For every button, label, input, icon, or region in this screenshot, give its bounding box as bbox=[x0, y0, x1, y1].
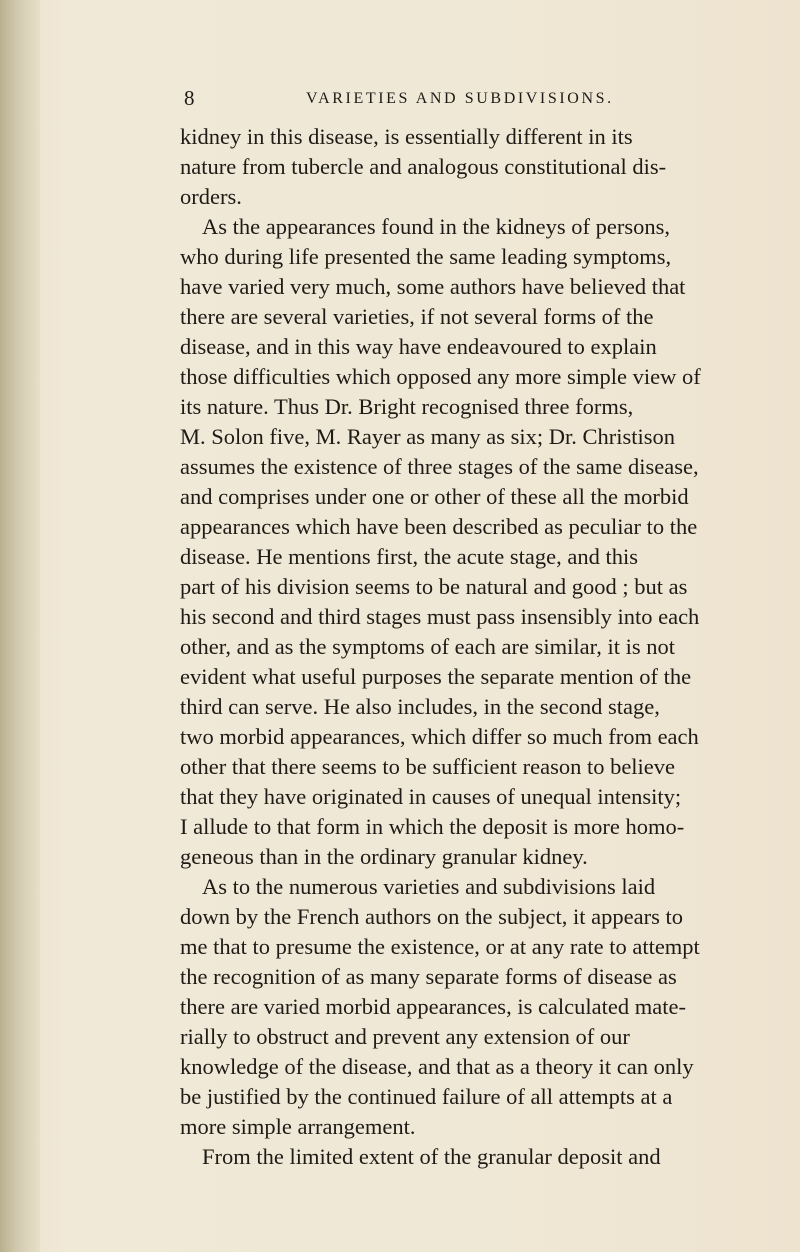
text-line: As to the numerous varieties and subdivisions laid bbox=[202, 874, 656, 899]
text-line: who during life presented the same leading symptoms, bbox=[180, 244, 672, 269]
text-line: be justified by the continued failure of all attempts at a bbox=[180, 1084, 673, 1109]
text-line: rially to obstruct and prevent any extension of our bbox=[180, 1024, 630, 1049]
text-line: his second and third stages must pass insensibly into each bbox=[180, 604, 700, 629]
text-line: nature from tubercle and analogous constitutional dis- bbox=[180, 154, 667, 179]
text-line: evident what useful purposes the separate mention of the bbox=[180, 664, 692, 689]
text-line: geneous than in the ordinary granular kidney. bbox=[180, 844, 588, 869]
text-line: there are several varieties, if not several forms of the bbox=[180, 304, 654, 329]
text-line: two morbid appearances, which differ so much from each bbox=[180, 724, 699, 749]
text-line: appearances which have been described as peculiar to the bbox=[180, 514, 698, 539]
text-line: knowledge of the disease, and that as a theory it can only bbox=[180, 1054, 694, 1079]
text-line: part of his division seems to be natural and good ; but as bbox=[180, 574, 688, 599]
text-line: M. Solon five, M. Rayer as many as six; Dr. Christison bbox=[180, 424, 675, 449]
text-line: there are varied morbid appearances, is calculated mate- bbox=[180, 994, 686, 1019]
text-line: that they have originated in causes of unequal intensity; bbox=[180, 784, 682, 809]
text-line: third can serve. He also includes, in the second stage, bbox=[180, 694, 660, 719]
text-line: From the limited extent of the granular deposit and bbox=[202, 1144, 661, 1169]
text-line: assumes the existence of three stages of the same disease, bbox=[180, 454, 699, 479]
text-line: I allude to that form in which the deposit is more homo- bbox=[180, 814, 685, 839]
text-line: and comprises under one or other of these all the morbid bbox=[180, 484, 689, 509]
text-line: other that there seems to be sufficient reason to believe bbox=[180, 754, 676, 779]
text-line: disease, and in this way have endeavoured to explain bbox=[180, 334, 657, 359]
page-number: 8 bbox=[184, 86, 195, 110]
text-line: down by the French authors on the subject, it appears to bbox=[180, 904, 684, 929]
text-line: more simple arrangement. bbox=[180, 1114, 416, 1139]
text-line: me that to presume the existence, or at any rate to attempt bbox=[180, 934, 700, 959]
page-header bbox=[0, 86, 800, 116]
text-line: the recognition of as many separate forms of disease as bbox=[180, 964, 677, 989]
text-line: its nature. Thus Dr. Bright recognised three forms, bbox=[180, 394, 634, 419]
text-line: kidney in this disease, is essentially different in its bbox=[180, 124, 633, 149]
running-title: VARIETIES AND SUBDIVISIONS. bbox=[306, 90, 614, 107]
text-line: disease. He mentions first, the acute stage, and this bbox=[180, 544, 638, 569]
text-line: other, and as the symptoms of each are similar, it is not bbox=[180, 634, 675, 659]
text-line: As the appearances found in the kidneys of persons, bbox=[202, 214, 670, 239]
text-line: orders. bbox=[180, 184, 242, 209]
text-line: those difficulties which opposed any more simple view of bbox=[180, 364, 701, 389]
text-line: have varied very much, some authors have believed that bbox=[180, 274, 686, 299]
